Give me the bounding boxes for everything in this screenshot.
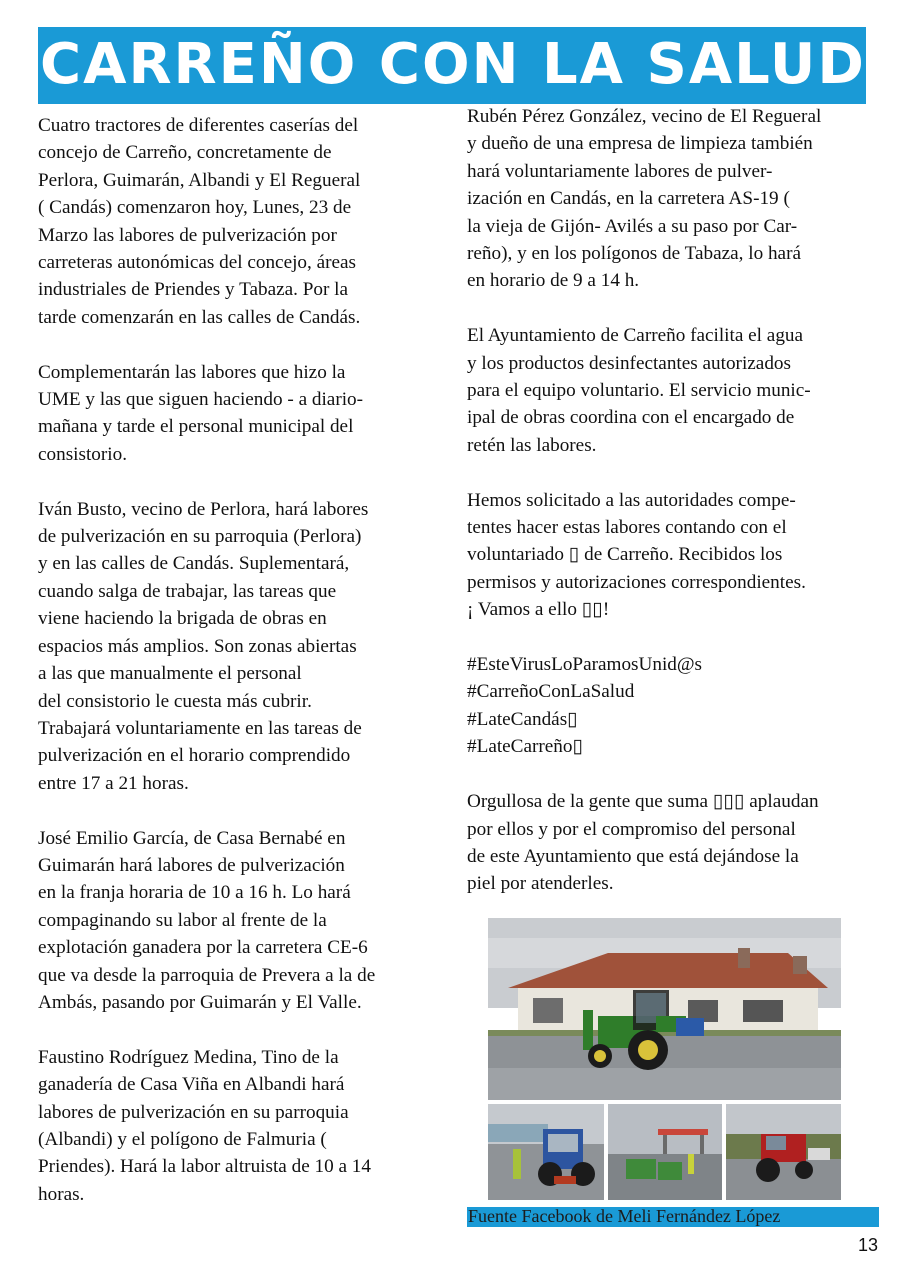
- right-column-line: #EsteVirusLoParamosUnid@s: [467, 654, 703, 676]
- right-column-line: Hemos solicitado a las autoridades compe-: [467, 489, 796, 511]
- left-column-line: mañana y tarde el personal municipal del: [38, 416, 354, 438]
- right-column-line: tentes hacer estas labores contando con el: [467, 517, 787, 539]
- paragraph-gap: [467, 295, 887, 322]
- right-column-line: ización en Candás, en la carretera AS-19 (: [467, 188, 790, 210]
- left-column-line: Iván Busto, vecino de Perlora, hará labores: [38, 498, 369, 520]
- left-column-line: concejo de Carreño, concretamente de: [38, 142, 332, 164]
- left-column-line: UME y las que siguen haciendo - a diario-: [38, 389, 364, 411]
- left-column-line: ( Candás) comenzaron hoy, Lunes, 23 de: [38, 197, 352, 219]
- left-column-line: tarde comenzarán en las calles de Candás.: [38, 306, 361, 328]
- right-column-line: retén las labores.: [467, 434, 597, 456]
- paragraph-gap: [38, 331, 448, 358]
- left-column-line: de pulverización en su parroquia (Perlora): [38, 526, 362, 548]
- left-column-line: a las que manualmente el personal: [38, 663, 302, 685]
- right-column-line: Rubén Pérez González, vecino de El Regueral: [467, 106, 822, 127]
- left-column-line: industriales de Priendes y Tabaza. Por la: [38, 279, 349, 301]
- left-column-line: en la franja horaria de 10 a 16 h. Lo hará: [38, 882, 351, 904]
- left-column-line: horas.: [38, 1183, 85, 1205]
- left-column-line: Trabajará voluntariamente en las tareas de: [38, 717, 362, 739]
- left-column-line: Marzo las labores de pulverización por: [38, 224, 337, 246]
- left-column-line: (Albandi) y el polígono de Falmuria (: [38, 1128, 327, 1150]
- left-column-line: Cuatro tractores de diferentes caserías del: [38, 115, 359, 136]
- photo-green-tractor: [488, 918, 841, 1100]
- right-column-line: ipal de obras coordina con el encargado de: [467, 407, 795, 429]
- paragraph-gap: [467, 624, 887, 651]
- left-column-line: viene haciendo la brigada de obras en: [38, 608, 327, 630]
- photo-containers: [608, 1104, 722, 1200]
- paragraph-gap: [467, 459, 887, 486]
- left-column-line: Ambás, pasando por Guimarán y El Valle.: [38, 991, 362, 1013]
- right-column-line: y los productos desinfectantes autorizados: [467, 352, 791, 374]
- paragraph-gap: [38, 468, 448, 495]
- right-column-line: El Ayuntamiento de Carreño facilita el agua: [467, 325, 804, 347]
- left-column-line: entre 17 a 21 horas.: [38, 772, 189, 794]
- left-column-line: consistorio.: [38, 443, 128, 465]
- photo-collage: [488, 918, 841, 1200]
- left-column-line: compaginando su labor al frente de la: [38, 909, 327, 931]
- paragraph-gap: [467, 761, 887, 788]
- right-column-line: hará voluntariamente labores de pulver-: [467, 160, 773, 182]
- photo-red-tractor: [726, 1104, 841, 1200]
- right-column-line: de este Ayuntamiento que está dejándose la: [467, 845, 799, 867]
- page-number: 13: [858, 1235, 879, 1255]
- left-column-line: cuando salga de trabajar, las tareas que: [38, 580, 337, 602]
- right-column-line: #LateCarreño▯: [467, 736, 584, 758]
- right-column-line: la vieja de Gijón- Avilés a su paso por Car-: [467, 215, 798, 237]
- right-column: [467, 103, 887, 898]
- left-column-line: Priendes). Hará la labor altruista de 10 a 14: [38, 1156, 371, 1178]
- left-column-line: labores de pulverización en su parroquia: [38, 1101, 349, 1123]
- right-column-line: #CarreñoConLaSalud: [467, 681, 635, 703]
- left-column-line: carreteras autonómicas del concejo, áreas: [38, 252, 357, 274]
- paragraph-gap: [38, 797, 448, 824]
- left-column-line: y en las calles de Candás. Suplementará,: [38, 553, 350, 575]
- page-title: CARREÑO CON LA SALUD: [40, 32, 866, 97]
- left-column-line: Guimarán hará labores de pulverización: [38, 854, 345, 876]
- right-column-line: por ellos y por el compromiso del personal: [467, 818, 796, 840]
- left-column: [38, 112, 448, 1208]
- left-column-line: espacios más amplios. Son zonas abiertas: [38, 635, 357, 657]
- right-column-line: piel por atenderles.: [467, 873, 614, 895]
- right-column-line: permisos y autorizaciones correspondientes.: [467, 571, 806, 593]
- left-column-line: José Emilio García, de Casa Bernabé en: [38, 827, 346, 849]
- right-column-line: para el equipo voluntario. El servicio munic-: [467, 380, 811, 402]
- left-column-line: ganadería de Casa Viña en Albandi hará: [38, 1074, 345, 1096]
- paragraph-gap: [38, 1016, 448, 1043]
- right-column-line: voluntariado ▯ de Carreño. Recibidos los: [467, 544, 783, 566]
- left-column-line: que va desde la parroquia de Prevera a la de: [38, 964, 376, 986]
- photo-blue-tractor: [488, 1104, 604, 1200]
- left-column-line: Perlora, Guimarán, Albandi y El Regueral: [38, 169, 361, 191]
- right-column-line: #LateCandás▯: [467, 708, 578, 730]
- left-column-line: del consistorio le cuesta más cubrir.: [38, 690, 312, 712]
- left-column-line: Faustino Rodríguez Medina, Tino de la: [38, 1046, 339, 1068]
- left-column-line: explotación ganadera por la carretera CE-6: [38, 937, 368, 959]
- right-column-line: reño), y en los polígonos de Tabaza, lo hará: [467, 243, 801, 265]
- photo-caption: Fuente Facebook de Meli Fernández López: [468, 1206, 781, 1226]
- right-column-line: ¡ Vamos a ello ▯▯!: [467, 599, 610, 621]
- right-column-line: y dueño de una empresa de limpieza también: [467, 133, 813, 155]
- right-column-line: en horario de 9 a 14 h.: [467, 270, 640, 292]
- right-column-line: Orgullosa de la gente que suma ▯▯▯ aplaudan: [467, 791, 819, 813]
- left-column-line: Complementarán las labores que hizo la: [38, 361, 346, 383]
- left-column-line: pulverización en el horario comprendido: [38, 745, 351, 767]
